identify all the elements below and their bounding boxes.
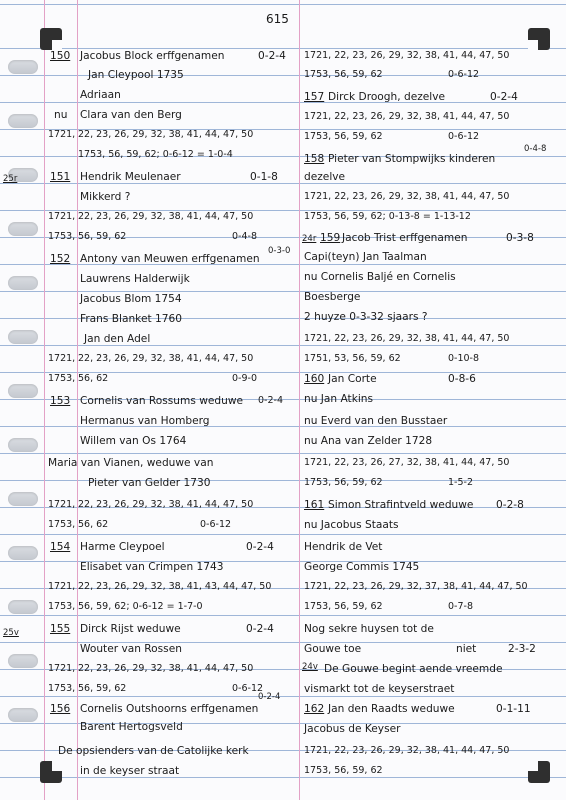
year-label: 1753, [48, 373, 76, 384]
entry-line: George Commis 1745 [304, 561, 420, 573]
entry-name: Dirck Droogh, dezelve [328, 91, 446, 103]
entry-value: 0-6-12 [232, 683, 264, 694]
entry-value: 0-1-8 [250, 171, 278, 183]
entry-name: Jan den Raadts weduwe [328, 703, 455, 715]
entry-number: 151 [50, 171, 71, 183]
year-list: 1721, 22, 23, 26, 29, 32, 38, 41, 44, 47, 50 [304, 111, 510, 122]
year-list: 22, 23, 26, 29, 32, 38, 41, 44, 47, 50 [78, 353, 254, 364]
corner-marker-icon [40, 761, 62, 783]
entry-number: 156 [50, 703, 71, 715]
corner-marker-icon [528, 28, 550, 50]
entry-name: Pieter van Stompwijks kinderen [328, 153, 496, 165]
entry-value: 0-3-8 [506, 232, 534, 244]
entry-line: nu Cornelis Baljé en Cornelis [304, 271, 456, 283]
entry-name: Jan Corte [328, 373, 377, 385]
year-list: 1753, 56, 59, 62; 0-6-12 = 1-0-4 [78, 149, 233, 160]
entry-number: 160 [304, 373, 325, 385]
entry-name: Cornelis van Rossums weduwe [80, 395, 244, 407]
entry-name: Simon Strafintveld weduwe [328, 499, 474, 511]
entry-line: Lauwrens Halderwijk [80, 273, 190, 285]
entry-line: Capi(teyn) Jan Taalman [304, 251, 427, 263]
entry-name: Jacob Trist erffgenamen [342, 232, 468, 244]
entry-number: 152 [50, 253, 71, 265]
year-list: 56, 59, 62 [78, 683, 127, 694]
year-label: 1721, [48, 129, 76, 140]
year-list: 22, 23, 26, 29, 32, 38, 41, 44, 47, 50 [78, 499, 254, 510]
year-list: 1753, 56, 59, 62 [304, 765, 383, 776]
entry-value: 0-2-4 [246, 541, 274, 553]
binder-hole [8, 546, 38, 560]
year-list: 22, 23, 26, 29, 32, 38, 41, 44, 47, 50 [78, 211, 254, 222]
corner-marker-icon [528, 761, 550, 783]
year-label: 1721, [48, 663, 76, 674]
entry-name: Dirck Rijst weduwe [80, 623, 181, 635]
year-label: 1721, [48, 499, 76, 510]
entry-number: 158 [304, 153, 325, 165]
entry-number: 157 [304, 91, 325, 103]
entry-line: Clara van den Berg [80, 109, 182, 121]
entry-line: nu Jan Atkins [304, 393, 374, 405]
binder-hole [8, 276, 38, 290]
entry-line: Elisabet van Crimpen 1743 [80, 561, 224, 573]
year-label: 1753, [48, 519, 76, 530]
entry-name: Jacobus Block erffgenamen [80, 50, 225, 62]
margin-note: 25v [3, 628, 19, 638]
year-list: 56, 59, 62; 0-6-12 = 1-7-0 [78, 601, 203, 612]
year-list: 56, 62 [78, 373, 109, 384]
entry-line: Barent Hertogsveld [80, 721, 183, 733]
entry-number: 159 [320, 232, 341, 244]
year-list: 56, 59, 62 [78, 231, 127, 242]
margin-note: 24r [302, 234, 317, 244]
year-label: 1753, [48, 601, 76, 612]
corner-marker-icon [40, 28, 62, 50]
year-list: 1753, 56, 59, 62 [304, 477, 383, 488]
year-label: 1753, [48, 231, 76, 242]
year-list: 1721, 22, 23, 26, 29, 32, 38, 41, 44, 47, 50 [304, 333, 510, 344]
margin-note: 24v [302, 662, 318, 672]
entry-line: Adriaan [80, 89, 121, 101]
entry-value: 0-10-8 [448, 353, 480, 364]
year-list: 1721, 22, 23, 26, 29, 32, 38, 41, 44, 47, 50 [304, 50, 510, 61]
entry-value: 0-9-0 [232, 373, 257, 384]
year-list: 1753, 56, 59, 62 [304, 69, 383, 80]
binder-hole [8, 654, 38, 668]
binder-hole [8, 60, 38, 74]
year-list: 1751, 53, 56, 59, 62 [304, 353, 401, 364]
entry-line: De Gouwe begint aende vreemde [324, 663, 503, 675]
entry-line: vismarkt tot de keyserstraet [304, 683, 455, 695]
entry-line: Frans Blanket 1760 [80, 313, 182, 325]
binder-hole [8, 708, 38, 722]
entry-line: Jacobus Blom 1754 [80, 293, 182, 305]
entry-value: 0-2-4 [258, 50, 286, 62]
entry-line: Jan Cleypool 1735 [88, 69, 184, 81]
entry-value: 0-2-4 [490, 91, 518, 103]
entry-value: 1-5-2 [448, 477, 473, 488]
entry-value: 0-2-4 [258, 395, 283, 406]
entry-line: Boesberge [304, 291, 361, 303]
entry-number: 154 [50, 541, 71, 553]
column-divider-line [299, 0, 300, 800]
entry-number: 150 [50, 50, 71, 62]
entry-value: 0-8-6 [448, 373, 476, 385]
entry-number: 161 [304, 499, 325, 511]
entry-number: 155 [50, 623, 71, 635]
year-label: 1753, [48, 683, 76, 694]
entry-line: Wouter van Rossen [80, 643, 182, 655]
year-list: 22, 23, 26, 29, 32, 38, 41, 44, 47, 50 [78, 129, 254, 140]
entry-value: 0-3-0 [268, 246, 291, 256]
year-list: 1753, 56, 59, 62 [304, 601, 383, 612]
page-number: 615 [266, 12, 289, 26]
entry-line: in de keyser straat [80, 765, 180, 777]
entry-name: Hendrik Meulenaer [80, 171, 181, 183]
entry-name: Cornelis Outshoorns erffgenamen [80, 703, 259, 715]
year-label: 1721, [48, 353, 76, 364]
entry-prefix: nu [54, 109, 68, 121]
entry-line: nu Everd van den Busstaer [304, 415, 448, 427]
binder-hole [8, 438, 38, 452]
entry-line: Pieter van Gelder 1730 [88, 477, 211, 489]
entry-value: 0-4-8 [232, 231, 257, 242]
entry-value: 0-4-8 [524, 144, 547, 154]
year-list: 1753, 56, 59, 62 [304, 131, 383, 142]
binder-hole [8, 492, 38, 506]
entry-line: Nog sekre huysen tot de [304, 623, 434, 635]
entry-line: Hermanus van Homberg [80, 415, 210, 427]
entry-line: Jan den Adel [84, 333, 151, 345]
entry-value: 0-6-12 [448, 131, 480, 142]
entry-value: 0-1-11 [496, 703, 531, 715]
entry-value: 0-2-8 [496, 499, 524, 511]
entry-line: niet [456, 643, 477, 655]
entry-value: 0-6-12 [200, 519, 232, 530]
entry-line: dezelve [304, 171, 346, 183]
entry-value: 2-3-2 [508, 643, 536, 655]
entry-number: 153 [50, 395, 71, 407]
binder-hole [8, 222, 38, 236]
year-list: 22, 23, 26, 29, 32, 38, 41, 43, 44, 47, 50 [78, 581, 272, 592]
margin-line [77, 0, 78, 800]
year-list: 1721, 22, 23, 26, 29, 32, 37, 38, 41, 44, 47, 50 [304, 581, 528, 592]
year-list: 1753, 56, 59, 62; 0-13-8 = 1-13-12 [304, 211, 471, 222]
entry-value: 0-2-4 [258, 692, 281, 702]
entry-value: 0-2-4 [246, 623, 274, 635]
binder-hole [8, 114, 38, 128]
binder-hole [8, 330, 38, 344]
entry-value: 0-7-8 [448, 601, 473, 612]
entry-line: nu Jacobus Staats [304, 519, 399, 531]
entry-line: Willem van Os 1764 [80, 435, 187, 447]
entry-number: 162 [304, 703, 325, 715]
entry-line: nu Ana van Zelder 1728 [304, 435, 433, 447]
entry-line: 2 huyze 0-3-32 sjaars ? [304, 311, 428, 323]
year-list: 1721, 22, 23, 26, 29, 32, 38, 41, 44, 47, 50 [304, 745, 510, 756]
year-list: 1721, 22, 23, 26, 27, 32, 38, 41, 44, 47, 50 [304, 457, 510, 468]
margin-note: 25r [3, 174, 18, 184]
entry-line: Maria van Vianen, weduwe van [48, 457, 214, 469]
year-label: 1721, [48, 211, 76, 222]
year-list: 1721, 22, 23, 26, 29, 32, 38, 41, 44, 47, 50 [304, 191, 510, 202]
entry-name: Harme Cleypoel [80, 541, 165, 553]
margin-line [44, 0, 45, 800]
entry-line: Hendrik de Vet [304, 541, 383, 553]
entry-value: 0-6-12 [448, 69, 480, 80]
entry-line: De opsienders van de Catolijke kerk [58, 745, 249, 757]
entry-line: Mikkerd ? [80, 191, 131, 203]
year-list: 22, 23, 26, 29, 32, 38, 41, 44, 47, 50 [78, 663, 254, 674]
entry-line: Gouwe toe [304, 643, 362, 655]
entry-line: Jacobus de Keyser [304, 723, 401, 735]
binder-hole [8, 600, 38, 614]
binder-hole [8, 384, 38, 398]
year-list: 56, 62 [78, 519, 109, 530]
entry-name: Antony van Meuwen erffgenamen [80, 253, 260, 265]
year-label: 1721, [48, 581, 76, 592]
